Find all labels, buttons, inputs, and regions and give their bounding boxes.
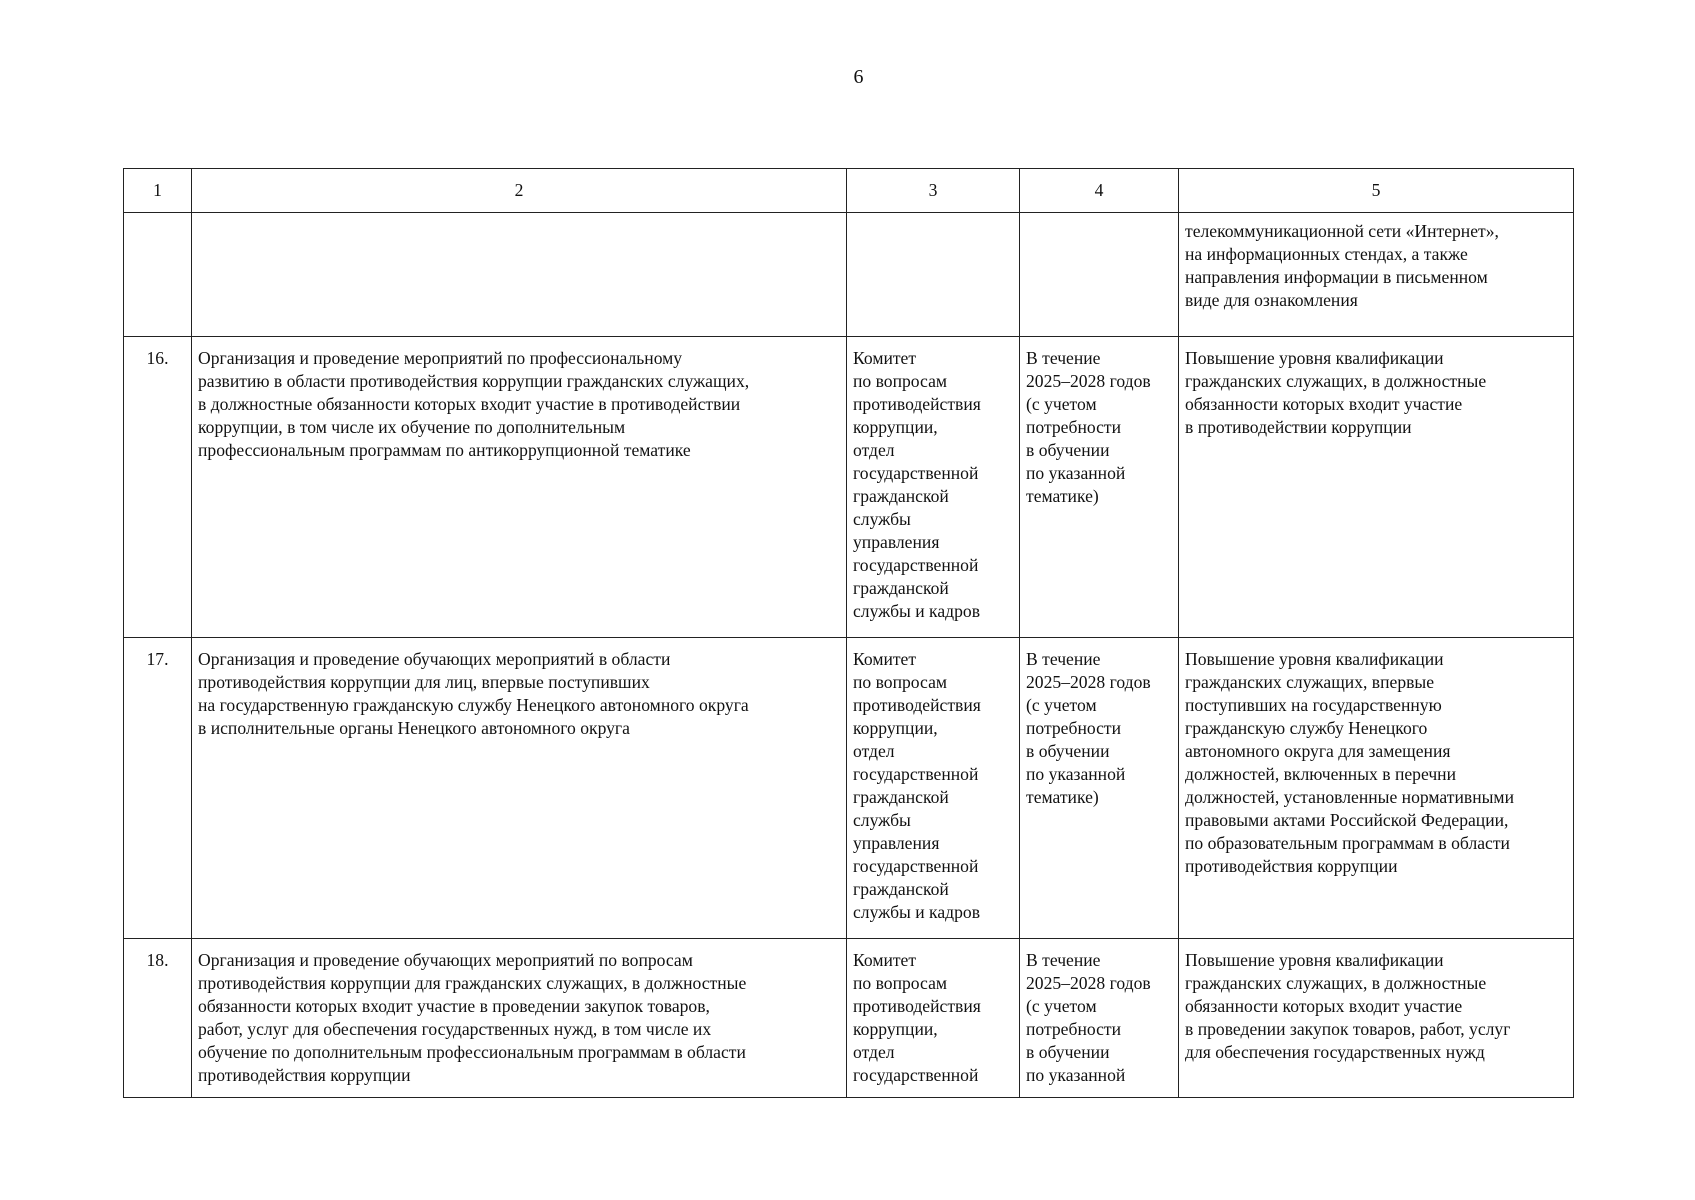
item-number-cell: 16.	[124, 337, 192, 638]
page-number: 6	[853, 66, 864, 88]
result-cell: телекоммуникационной сети «Интернет», на информационных стендах, а также направления информации в письменном виде для ознакомления	[1179, 213, 1574, 337]
column-header: 3	[847, 169, 1020, 213]
result-cell: Повышение уровня квалификации гражданских служащих, в должностные обязанности которых входит участие в проведении закупок товаров, работ, услуг для обеспечения государственных нужд	[1179, 939, 1574, 1098]
responsible-cell: Комитет по вопросам противодействия коррупции, отдел государственной гражданской службы управления государственной гражданской службы и кадров	[847, 638, 1020, 939]
responsible-cell: Комитет по вопросам противодействия коррупции, отдел государственной	[847, 939, 1020, 1098]
table-row	[124, 638, 1574, 939]
item-number-cell: 18.	[124, 939, 192, 1098]
table-row	[124, 337, 1574, 638]
deadline-cell: В течение 2025–2028 годов (с учетом потребности в обучении по указанной	[1020, 939, 1179, 1098]
activity-cell: Организация и проведение обучающих мероприятий в области противодействия коррупции для лиц, впервые поступивших на государственную гражданскую службу Ненецкого автономного округа в исполнительные органы Ненецкого автономного округа	[192, 638, 847, 939]
activity-cell: Организация и проведение мероприятий по профессиональному развитию в области противодействия коррупции гражданских служащих, в должностные обязанности которых входит участие в противодействии коррупции, в том числе их обучение по дополнительным профессиональным программам по антикоррупционной тематике	[192, 337, 847, 638]
table-row	[124, 939, 1574, 1098]
activity-cell: Организация и проведение обучающих мероприятий по вопросам противодействия коррупции для гражданских служащих, в должностные обязанности которых входит участие в проведении закупок товаров, работ, услуг для обеспечения государственных нужд, в том числе их обучение по дополнительным профессиональным программам в области противодействия коррупции	[192, 939, 847, 1098]
result-cell: Повышение уровня квалификации гражданских служащих, впервые поступивших на государственную гражданскую службу Ненецкого автономного округа для замещения должностей, включенных в перечни должностей, установленные нормативными правовыми актами Российской Федерации, по образовательным программам в области противодействия коррупции	[1179, 638, 1574, 939]
table-row	[124, 213, 1574, 337]
responsible-cell: Комитет по вопросам противодействия коррупции, отдел государственной гражданской службы управления государственной гражданской службы и кадров	[847, 337, 1020, 638]
activity-cell	[192, 213, 847, 337]
deadline-cell: В течение 2025–2028 годов (с учетом потребности в обучении по указанной тематике)	[1020, 638, 1179, 939]
column-header: 2	[192, 169, 847, 213]
responsible-cell	[847, 213, 1020, 337]
item-number-cell: 17.	[124, 638, 192, 939]
column-header: 4	[1020, 169, 1179, 213]
deadline-cell: В течение 2025–2028 годов (с учетом потребности в обучении по указанной тематике)	[1020, 337, 1179, 638]
deadline-cell	[1020, 213, 1179, 337]
item-number-cell	[124, 213, 192, 337]
action-plan-table	[123, 168, 1574, 1098]
column-header: 5	[1179, 169, 1574, 213]
result-cell: Повышение уровня квалификации гражданских служащих, в должностные обязанности которых входит участие в противодействии коррупции	[1179, 337, 1574, 638]
column-header: 1	[124, 169, 192, 213]
table-header-row	[124, 169, 1574, 213]
